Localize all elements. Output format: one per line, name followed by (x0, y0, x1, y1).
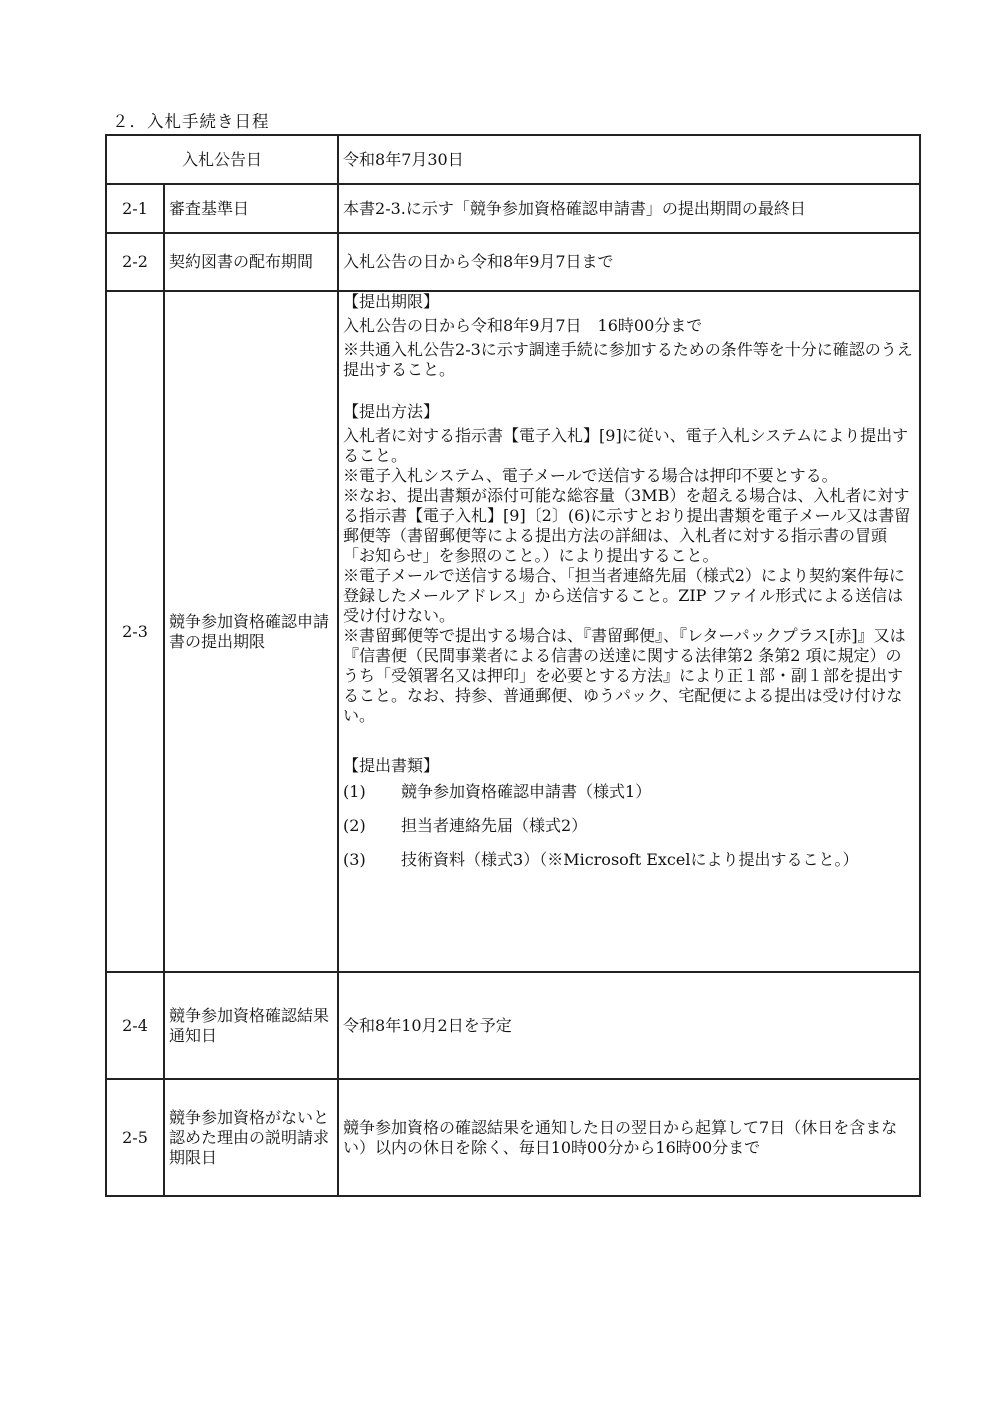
table-row (106, 233, 920, 291)
row-label: 競争参加資格確認申請書の提出期限 (164, 291, 338, 972)
doc-text: 技術資料（様式3）（※Microsoft Excelにより提出すること。） (401, 850, 859, 869)
row-label: 契約図書の配布期間 (164, 233, 338, 291)
row-value: 競争参加資格の確認結果を通知した日の翌日から起算して7日（休日を含まない）以内の休日を除く、毎日10時00分から16時00分まで (338, 1079, 920, 1196)
table-row (106, 1079, 920, 1196)
section-heading: ２．入札手続き日程 (112, 112, 270, 131)
row-label: 入札公告日 (106, 135, 338, 184)
schedule-table (105, 134, 921, 1197)
row-number: 2-2 (106, 233, 164, 291)
table-row (106, 135, 920, 184)
row-label: 競争参加資格がないと認めた理由の説明請求期限日 (164, 1079, 338, 1196)
docs-title: 【提出書類】 (343, 756, 440, 775)
method-text: 入札者に対する指示書【電子入札】[9]に従い、電子入札システムにより提出すること。 (343, 426, 909, 465)
row-label: 競争参加資格確認結果通知日 (164, 972, 338, 1079)
row-number: 2-4 (106, 972, 164, 1079)
doc-text: 担当者連絡先届（様式2） (401, 816, 588, 835)
list-item (343, 816, 915, 836)
method-note: ※電子メールで送信する場合、「担当者連絡先届（様式2）により契約案件毎に登録したメールアドレス」から送信すること。ZIP ファイル形式による送信は受け付けない。 (343, 566, 905, 625)
table-row (106, 291, 920, 972)
deadline-note: ※共通入札公告2-3に示す調達手続に参加するための条件等を十分に確認のうえ提出すること。 (343, 340, 913, 379)
row-value: 本書2-3.に示す「競争参加資格確認申請書」の提出期間の最終日 (338, 184, 920, 233)
row-label: 審査基準日 (164, 184, 338, 233)
method-note: ※なお、提出書類が添付可能な総容量（3MB）を超える場合は、入札者に対する指示書【電子入札】[9]〔2〕(6)に示すとおり提出書類を電子メール又は書留郵便等（書留郵便等による提出方法の詳細は、入札者に対する指示書の冒頭「お知らせ」を参照のこと。）により提出すること。 (343, 486, 911, 565)
method-note: ※書留郵便等で提出する場合は、『書留郵便』、『レターパックプラス[赤]』又は『信書便（民間事業者による信書の送達に関する法律第2 条第2 項に規定）のうち「受領署名又は押印」を必要とする方法』により正１部・副１部を提出すること。なお、持参、普通郵便、ゆうパック、宅配便による提出は受け付けない。 (343, 626, 906, 725)
table-row (106, 972, 920, 1079)
row-value: 令和8年7月30日 (338, 135, 920, 184)
doc-text: 競争参加資格確認申請書（様式1） (401, 782, 652, 801)
row-value (338, 291, 920, 972)
doc-number: (2) (343, 816, 366, 835)
method-note: ※電子入札システム、電子メールで送信する場合は押印不要とする。 (343, 466, 838, 485)
deadline-title: 【提出期限】 (343, 292, 440, 311)
method-title: 【提出方法】 (343, 402, 440, 421)
row-value: 令和8年10月2日を予定 (338, 972, 920, 1079)
deadline-text: 入札公告の日から令和8年9月7日 16時00分まで (343, 316, 703, 335)
table-row (106, 184, 920, 233)
list-item (343, 850, 915, 870)
row-number: 2-5 (106, 1079, 164, 1196)
row-value: 入札公告の日から令和8年9月7日まで (338, 233, 920, 291)
list-item (343, 782, 915, 802)
row-number: 2-1 (106, 184, 164, 233)
doc-number: (3) (343, 850, 366, 869)
row-number: 2-3 (106, 291, 164, 972)
doc-number: (1) (343, 782, 366, 801)
